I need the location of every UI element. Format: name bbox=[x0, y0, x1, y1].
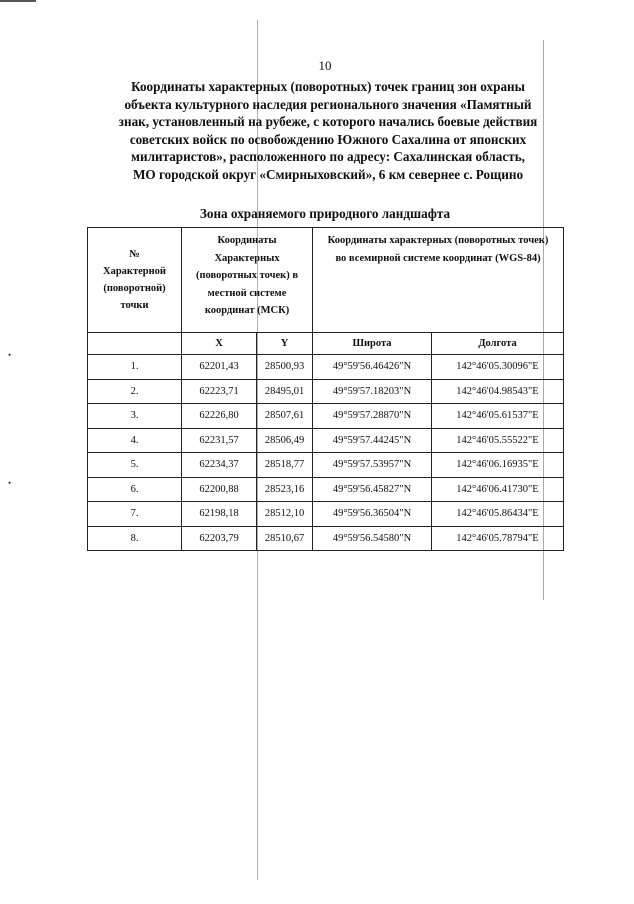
cell-latitude: 49°59'56.45827"N bbox=[313, 477, 432, 502]
cell-point-number: 5. bbox=[88, 453, 182, 478]
document-heading bbox=[86, 78, 570, 184]
heading-line: МО городской округ «Смирныховский», 6 км севернее с. Рощино bbox=[132, 166, 524, 182]
cell-point-number: 2. bbox=[88, 379, 182, 404]
cell-y: 28518,77 bbox=[257, 453, 313, 478]
header-wgs-coordinates bbox=[313, 228, 564, 333]
margin-mark: • bbox=[8, 478, 12, 488]
header-text: Координаты характерных (поворотных точек) bbox=[327, 235, 549, 246]
cell-latitude: 49°59'56.36504"N bbox=[313, 502, 432, 527]
cell-x: 62198,18 bbox=[182, 502, 257, 527]
cell-point-number: 1. bbox=[88, 355, 182, 380]
subheader-latitude: Широта bbox=[313, 333, 432, 355]
cell-longitude: 142°46'06.41730"E bbox=[432, 477, 564, 502]
cell-point-number: 4. bbox=[88, 428, 182, 453]
cell-latitude: 49°59'56.54580"N bbox=[313, 526, 432, 551]
header-text: Характерной bbox=[103, 266, 166, 277]
table-body bbox=[88, 355, 564, 551]
cell-x: 62234,37 bbox=[182, 453, 257, 478]
subheader-x: X bbox=[182, 333, 257, 355]
heading-line: знак, установленный на рубеже, с которого начались боевые действия bbox=[118, 114, 538, 130]
table-row bbox=[88, 502, 564, 527]
cell-latitude: 49°59'57.53957"N bbox=[313, 453, 432, 478]
header-text: во всемирной системе координат (WGS-84) bbox=[335, 252, 541, 264]
zone-title: Зона охраняемого природного ландшафта bbox=[199, 206, 451, 221]
cell-x: 62223,71 bbox=[182, 379, 257, 404]
cell-x: 62231,57 bbox=[182, 428, 257, 453]
header-point-number bbox=[88, 228, 182, 333]
cell-longitude: 142°46'05.86434"E bbox=[432, 502, 564, 527]
heading-line: Координаты характерных (поворотных) точек границ зон охраны bbox=[131, 79, 525, 94]
cell-point-number: 7. bbox=[88, 502, 182, 527]
cell-point-number: 3. bbox=[88, 404, 182, 429]
header-text: местной системе bbox=[207, 287, 287, 299]
subheader-longitude: Долгота bbox=[432, 333, 564, 355]
cell-y: 28506,49 bbox=[257, 428, 313, 453]
cell-longitude: 142°46'04.98543"E bbox=[432, 379, 564, 404]
table-row bbox=[88, 428, 564, 453]
margin-mark: • bbox=[8, 350, 12, 360]
header-text: (поворотных точек) в bbox=[195, 270, 299, 281]
header-text: (поворотной) bbox=[103, 283, 166, 294]
table-header-row bbox=[88, 228, 564, 333]
page-number: 10 bbox=[318, 58, 332, 73]
header-text: Характерных bbox=[214, 252, 280, 264]
cell-y: 28495,01 bbox=[257, 379, 313, 404]
table-row bbox=[88, 453, 564, 478]
cell-x: 62203,79 bbox=[182, 526, 257, 551]
cell-y: 28500,93 bbox=[257, 355, 313, 380]
header-text: № bbox=[129, 249, 140, 260]
heading-line: советских войск по освобождению Южного Сахалина от японских bbox=[129, 131, 527, 147]
coordinates-table bbox=[87, 227, 564, 551]
header-local-coordinates bbox=[182, 228, 313, 333]
cell-y: 28523,16 bbox=[257, 477, 313, 502]
table-row bbox=[88, 477, 564, 502]
cell-latitude: 49°59'57.28870"N bbox=[313, 404, 432, 429]
table-subheader-row bbox=[88, 333, 564, 355]
table-row bbox=[88, 355, 564, 380]
cell-longitude: 142°46'05.30096"E bbox=[432, 355, 564, 380]
cell-x: 62226,80 bbox=[182, 404, 257, 429]
header-text: координат (МСК) bbox=[204, 305, 290, 316]
scan-artifact-top bbox=[0, 0, 36, 2]
cell-y: 28512,10 bbox=[257, 502, 313, 527]
cell-longitude: 142°46'05.78794"E bbox=[432, 526, 564, 551]
cell-longitude: 142°46'05.61537"E bbox=[432, 404, 564, 429]
cell-x: 62200,88 bbox=[182, 477, 257, 502]
table-row bbox=[88, 404, 564, 429]
header-text: Координаты bbox=[217, 235, 277, 246]
cell-point-number: 6. bbox=[88, 477, 182, 502]
table-row bbox=[88, 526, 564, 551]
cell-longitude: 142°46'05.55522"E bbox=[432, 428, 564, 453]
table-row bbox=[88, 379, 564, 404]
cell-latitude: 49°59'56.46426"N bbox=[313, 355, 432, 380]
cell-latitude: 49°59'57.18203"N bbox=[313, 379, 432, 404]
heading-line: милитаристов», расположенного по адресу: Сахалинская область, bbox=[131, 149, 525, 165]
cell-y: 28510,67 bbox=[257, 526, 313, 551]
header-text: точки bbox=[120, 300, 149, 311]
cell-x: 62201,43 bbox=[182, 355, 257, 380]
cell-point-number: 8. bbox=[88, 526, 182, 551]
heading-line: объекта культурного наследия регионального значения «Памятный bbox=[124, 96, 532, 112]
subheader-y: Y bbox=[257, 333, 313, 355]
cell-latitude: 49°59'57.44245"N bbox=[313, 428, 432, 453]
cell-y: 28507,61 bbox=[257, 404, 313, 429]
subheader-empty bbox=[88, 333, 182, 355]
cell-longitude: 142°46'06.16935"E bbox=[432, 453, 564, 478]
